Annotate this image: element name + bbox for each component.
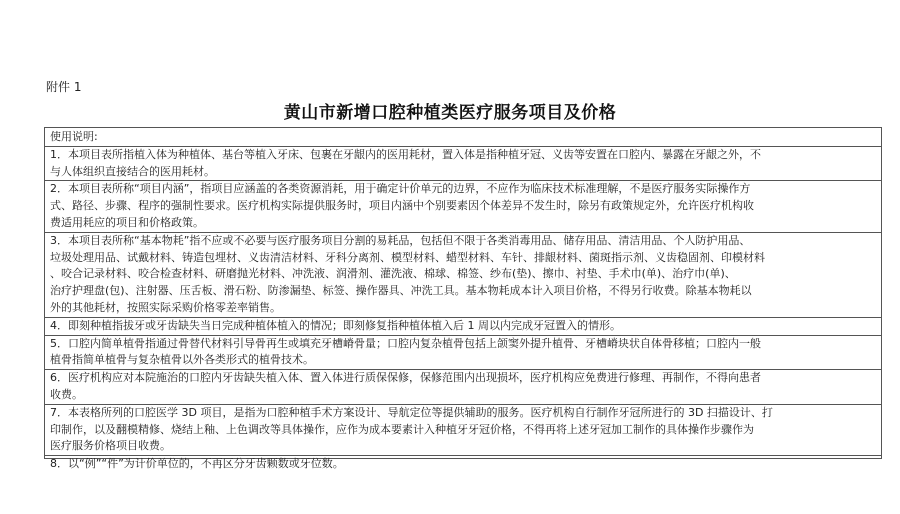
note-item-2 <box>45 180 881 231</box>
note-item-3 <box>45 232 881 317</box>
note-item-5 <box>45 335 881 370</box>
note-line: 垃圾处理用品、试戴材料、铸造包埋材、义齿清洁材料、牙科分离剂、模型材料、蜡型材料、车针、排龈材料、菌斑指示剂、义齿稳固剂、印模材料 <box>50 250 765 264</box>
note-line: 2．本项目表所称“项目内涵”，指项目应涵盖的各类资源消耗，用于确定计价单元的边界，不应作为临床技术标准理解，不是医疗服务实际操作方 <box>50 182 751 196</box>
attachment-label: 附件 1 <box>46 80 82 94</box>
note-line: 收费。 <box>50 387 83 401</box>
note-line: 治疗护理盘(包)、注射器、压舌板、滑石粉、防渗漏垫、标签、操作器具、冲洗工具。基本物耗成本计入项目价格，不得另行收费。除基本物耗以 <box>50 284 752 298</box>
note-line: 1．本项目表所指植入体为种植体、基台等植入牙床、包裹在牙龈内的医用耗材，置入体是指种植牙冠、义齿等安置在口腔内、暴露在牙龈之外，不 <box>50 147 761 161</box>
note-line: 8．以“例”“件”为计价单位的，不再区分牙齿颗数或牙位数。 <box>50 457 344 471</box>
document-title: 黄山市新增口腔种植类医疗服务项目及价格 <box>283 103 617 123</box>
usage-notes-header: 使用说明: <box>50 130 98 143</box>
note-line: 费适用耗应的项目和价格政策。 <box>50 215 204 229</box>
usage-notes-box <box>44 127 882 471</box>
note-line: 式、路径、步骤、程序的强制性要求。医疗机构实际提供服务时，项目内涵中个别要素因个体差异不发生时，除另有政策规定外，允许医疗机构收 <box>50 199 754 213</box>
note-line: 印制作，以及翻模精修、烧结上釉、上色调改等具体操作，应作为成本要素计入种植牙牙冠价格，不得再将上述牙冠加工制作的具体操作步骤作为 <box>50 422 754 436</box>
note-line: 、咬合记录材料、咬合检查材料、研磨抛光材料、冲洗液、润滑剂、灌洗液、棉球、棉签、纱布(垫)、擦巾、衬垫、手术巾(单)、治疗巾(单)、 <box>50 267 736 281</box>
note-line: 3．本项目表所称“基本物耗”指不应或不必要与医疗服务项目分割的易耗品，包括但不限于各类消毒用品、储存用品、清洁用品、个人防护用品、 <box>50 233 751 247</box>
note-item-1 <box>45 146 881 181</box>
note-line: 与人体组织直接结合的医用耗材。 <box>50 164 215 178</box>
note-line: 4．即刻种植指拔牙或牙齿缺失当日完成种植体植入的情况；即刻修复指种植体植入后 1 周以内完成牙冠置入的情形。 <box>50 318 621 332</box>
note-line: 植骨指简单植骨与复杂植骨以外各类形式的植骨技术。 <box>50 353 314 367</box>
note-line: 医疗服务价格项目收费。 <box>50 439 171 453</box>
note-line: 6．医疗机构应对本院施治的口腔内牙齿缺失植入体、置入体进行质保保修，保修范围内出现损坏，医疗机构应免费进行修理、再制作，不得向患者 <box>50 371 761 385</box>
note-item-4 <box>45 317 881 335</box>
note-item-7 <box>45 404 881 455</box>
note-item-8 <box>45 455 881 473</box>
note-line: 5．口腔内简单植骨指通过骨替代材料引导骨再生或填充牙槽嵴骨量；口腔内复杂植骨包括上颌窦外提升植骨、牙槽嵴块状自体骨移植；口腔内一般 <box>50 336 761 350</box>
note-line: 外的其他耗材，按照实际采购价格零差率销售。 <box>50 300 281 314</box>
note-line: 7．本表格所列的口腔医学 3D 项目，是指为口腔种植手术方案设计、导航定位等提供辅助的服务。医疗机构自行制作牙冠所进行的 3D 扫描设计、打 <box>50 405 773 419</box>
note-item-6 <box>45 369 881 404</box>
